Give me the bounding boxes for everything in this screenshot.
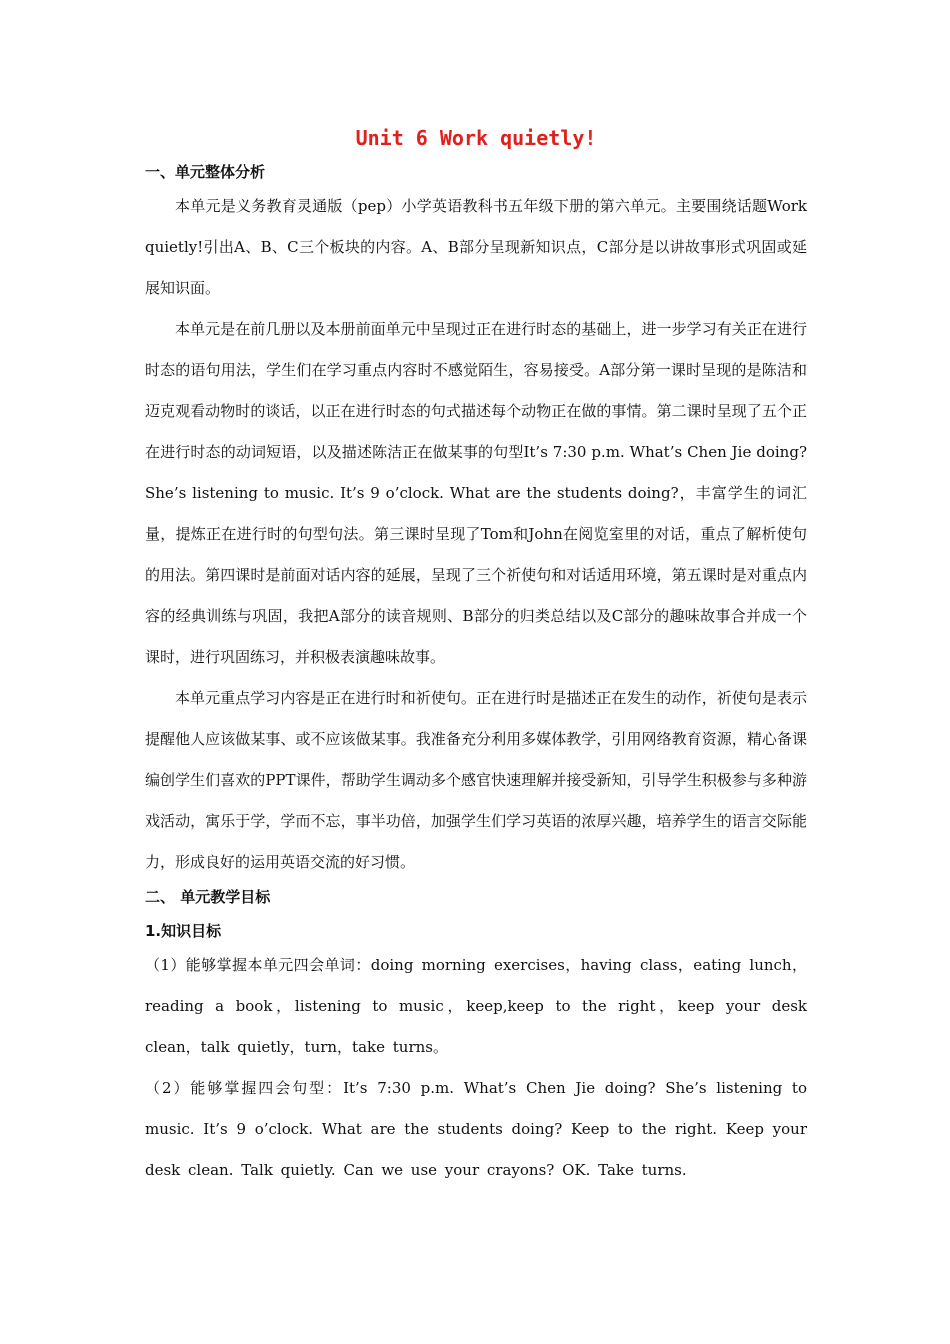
paragraph-unit-details: 本单元是在前几册以及本册前面单元中呈现过正在进行时态的基础上，进一步学习有关正在进行时态的语句用法，学生们在学习重点内容时不感觉陌生，容易接受。A部分第一课时呈现的是陈洁和迈克观看动物时的谈话，以正在进行时态的句式描述每个动物正在做的事情。第二课时呈现了五个正在进行时态的动词短语，以及描述陈洁正在做某事的句型It’s 7:30 p.m. What’s Chen Jie doing? She’s listening to music. It’s 9 o’clock. What are the students doing?，丰富学生的词汇量，提炼正在进行时的句型句法。第三课时呈现了Tom和John在阅览室里的对话，重点了解析使句的用法。第四课时是前面对话内容的延展，呈现了三个祈使句和对话适用环境，第五课时是对重点内容的经典训练与巩固，我把A部分的读音规则、B部分的归类总结以及C部分的趣味故事合并成一个课时，进行巩固练习，并积极表演趣味故事。 (145, 320, 807, 666)
paragraph-unit-focus: 本单元重点学习内容是正在进行时和祈使句。正在进行时是描述正在发生的动作，祈使句是表示提醒他人应该做某事、或不应该做某事。我准备充分利用多媒体教学，引用网络教育资源，精心备课编创学生们喜欢的PPT课件，帮助学生调动多个感官快速理解并接受新知，引导学生积极参与多种游戏活动，寓乐于学，学而不忘，事半功倍，加强学生们学习英语的浓厚兴趣，培养学生的语言交际能力，形成良好的运用英语交流的好习惯。 (145, 689, 807, 871)
document-title: Unit 6 Work quietly! (355, 126, 597, 150)
paragraph-unit-overview: 本单元是义务教育灵通版（pep）小学英语教科书五年级下册的第六单元。主要围绕话题Work quietly!引出A、B、C三个板块的内容。A、B部分呈现新知识点，C部分是以讲故事形式巩固或延展知识面。 (145, 197, 807, 297)
list-item-sentence-goal: （2）能够掌握四会句型：It’s 7:30 p.m. What’s Chen Jie doing? She’s listening to music. It’s 9 o’clock. What are the students doing? Keep to the right. Keep your desk clean. Talk quietly. Can we use your crayons? OK. Take turns. (145, 1079, 807, 1179)
section-heading-unit-analysis: 一、单元整体分析 (145, 163, 266, 181)
section-heading-teaching-goals: 二、 单元教学目标 (145, 888, 271, 906)
document-page (145, 120, 807, 1191)
list-item-vocabulary-goal: （1）能够掌握本单元四会单词：doing morning exercises，having class，eating lunch，reading a book，listening to music，keep,keep to the right，keep your desk clean，talk quietly，turn，take turns。 (145, 956, 807, 1056)
subheading-knowledge-goals: 1.知识目标 (145, 922, 222, 940)
